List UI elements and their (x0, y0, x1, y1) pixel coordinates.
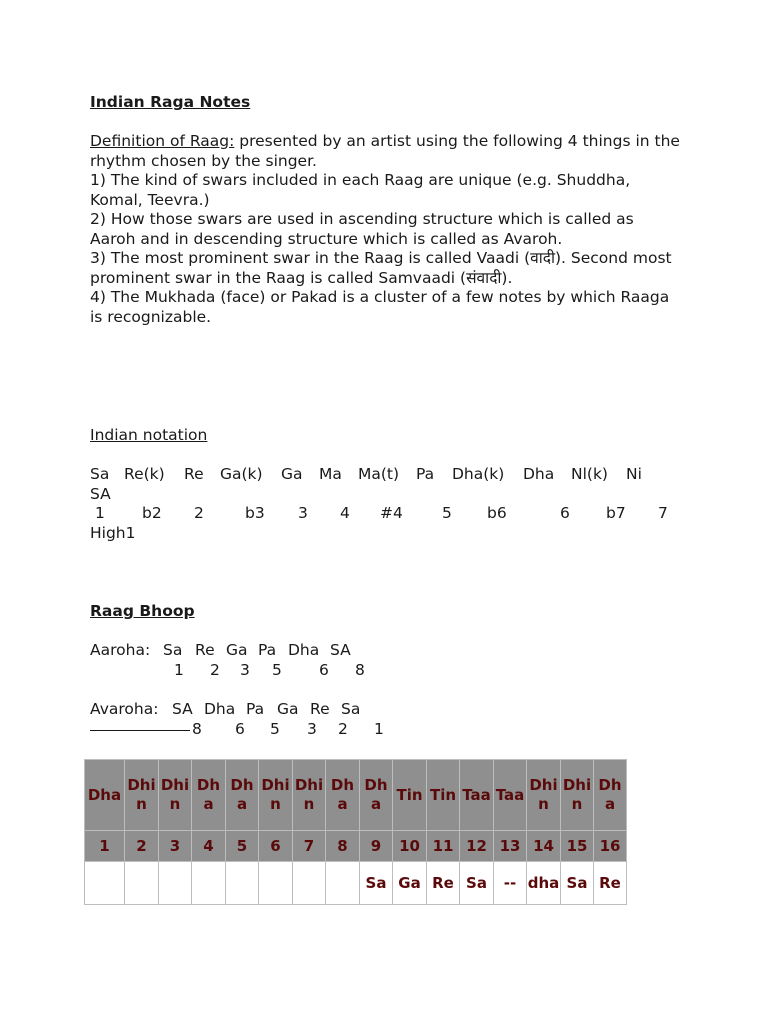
taal-swar-cell: Sa (561, 862, 594, 905)
note-name: Dha(k) (452, 465, 505, 483)
note-number: 7 (658, 504, 668, 522)
taal-syllable-cell: Dha (226, 760, 259, 831)
taal-swar-cell: Re (427, 862, 460, 905)
aaroha-notes-row (90, 641, 690, 661)
note-number: b2 (142, 504, 162, 522)
note-name: Ma (319, 465, 342, 483)
note-number: 3 (298, 504, 308, 522)
taal-swar-cell: Re (594, 862, 627, 905)
raag-heading: Raag Bhoop (90, 602, 195, 620)
avaroha-label: Avaroha: (90, 700, 159, 718)
note-number: #4 (380, 504, 403, 522)
taal-beat-cell: 4 (192, 831, 226, 862)
taal-syllable-cell: Dha (594, 760, 627, 831)
note-name: Sa (90, 465, 110, 483)
taal-beat-cell: 11 (427, 831, 460, 862)
taal-beat-cell: 1 (85, 831, 125, 862)
taal-swar-cell (226, 862, 259, 905)
note-number: b3 (245, 504, 265, 522)
definition-intro-text: presented by an artist using the following 4 things in the rhythm chosen by the singer. (90, 132, 680, 170)
page-title: Indian Raga Notes (90, 93, 251, 111)
avaroha-number: 6 (235, 719, 245, 738)
taal-syllable-cell: Dha (85, 760, 125, 831)
aaroha-number: 5 (272, 660, 282, 679)
taal-syllable-cell: Dhin (259, 760, 293, 831)
taal-beat-cell: 16 (594, 831, 627, 862)
aaroha-note: Dha (288, 641, 320, 659)
taal-swar-cell: Sa (460, 862, 494, 905)
taal-swar-cell (125, 862, 159, 905)
note-name: Ma(t) (358, 465, 400, 483)
taal-swar-cell: -- (494, 862, 527, 905)
avaroha-note: Dha (204, 700, 236, 718)
note-name: Ga(k) (220, 465, 263, 483)
taal-beat-cell: 15 (561, 831, 594, 862)
notation-numbers-row (90, 504, 690, 524)
notation-block (90, 465, 690, 543)
taal-beat-cell: 13 (494, 831, 527, 862)
avaroha-note: Ga (277, 700, 299, 718)
taal-syllable-cell: Dha (192, 760, 226, 831)
taal-beat-cell: 8 (326, 831, 360, 862)
aaroha-note: Sa (163, 641, 183, 659)
taal-syllable-row (85, 760, 627, 831)
notation-notes-row (90, 465, 690, 485)
aaroha-label: Aaroha: (90, 641, 151, 659)
high-number: High1 (90, 523, 136, 542)
taal-syllable-cell: Dha (326, 760, 360, 831)
taal-swar-cell (259, 862, 293, 905)
taal-syllable-cell: Taa (460, 760, 494, 831)
avaroha-number: 5 (270, 719, 280, 738)
notation-high-note-row (90, 485, 690, 505)
definition-point-3: 3) The most prominent swar in the Raag is called Vaadi (वादी). Second most prominent swar in the Raag is called Samvaadi (संवादी). (90, 249, 672, 287)
aaroha-number: 8 (355, 660, 365, 679)
avaroha-note: Sa (341, 700, 361, 718)
aaroha-number: 6 (319, 660, 329, 679)
taal-beat-cell: 3 (159, 831, 192, 862)
note-name: Ni (626, 465, 642, 483)
taal-beat-row (85, 831, 627, 862)
taal-beat-cell: 7 (293, 831, 326, 862)
note-number: 5 (442, 504, 452, 522)
avaroha-numbers-row (90, 720, 690, 740)
note-number: b6 (487, 504, 507, 522)
taal-swar-cell (326, 862, 360, 905)
taal-syllable-cell: Dhin (159, 760, 192, 831)
avaroha-number: 3 (307, 719, 317, 738)
avaroha-note: Re (310, 700, 330, 718)
avaroha-note: SA (172, 700, 193, 718)
note-name: Re (184, 465, 204, 483)
definition-point-1: 1) The kind of swars included in each Raag are unique (e.g. Shuddha, Komal, Teevra.) (90, 171, 631, 209)
taal-beat-cell: 10 (393, 831, 427, 862)
taal-swar-cell (159, 862, 192, 905)
taal-swar-cell: Sa (360, 862, 393, 905)
taal-syllable-cell: Tin (393, 760, 427, 831)
notation-heading: Indian notation (90, 426, 208, 444)
aaroha-note: Re (195, 641, 215, 659)
note-number: 6 (560, 504, 570, 522)
taal-beat-cell: 14 (527, 831, 561, 862)
taal-syllable-cell: Dhin (125, 760, 159, 831)
avaroha-block (90, 700, 690, 739)
definition-point-4: 4) The Mukhada (face) or Pakad is a cluster of a few notes by which Raaga is recognizable. (90, 288, 670, 326)
definition-block (90, 132, 680, 327)
aaroha-numbers-row (90, 661, 690, 681)
taal-syllable-cell: Dhin (293, 760, 326, 831)
taal-swar-cell (293, 862, 326, 905)
aaroha-note: Pa (258, 641, 277, 659)
taal-swar-cell: Ga (393, 862, 427, 905)
taal-beat-cell: 6 (259, 831, 293, 862)
avaroha-note: Pa (246, 700, 265, 718)
taal-syllable-cell: Taa (494, 760, 527, 831)
taal-beat-cell: 12 (460, 831, 494, 862)
note-name: Ga (281, 465, 303, 483)
taal-table (84, 759, 627, 905)
note-number: 2 (194, 504, 204, 522)
taal-syllable-cell: Dha (360, 760, 393, 831)
taal-beat-cell: 5 (226, 831, 259, 862)
taal-syllable-cell: Dhin (561, 760, 594, 831)
avaroha-number: 1 (374, 719, 384, 738)
high-note-name: SA (90, 484, 111, 503)
aaroha-note: Ga (226, 641, 248, 659)
avaroha-number: 8 (192, 719, 202, 738)
note-number: 1 (95, 504, 105, 522)
aaroha-block (90, 641, 690, 680)
aaroha-note: SA (330, 641, 351, 659)
taal-swar-cell: dha (527, 862, 561, 905)
aaroha-number: 2 (210, 660, 220, 679)
note-name: Dha (523, 465, 555, 483)
taal-swar-cell (85, 862, 125, 905)
notation-high-number-row (90, 524, 690, 544)
note-name: Re(k) (124, 465, 165, 483)
note-name: Pa (416, 465, 435, 483)
aaroha-number: 3 (240, 660, 250, 679)
taal-swar-cell (192, 862, 226, 905)
taal-swar-row (85, 862, 627, 905)
note-number: b7 (606, 504, 626, 522)
definition-intro (90, 132, 680, 171)
taal-syllable-cell: Dhin (527, 760, 561, 831)
definition-label: Definition of Raag: (90, 132, 235, 150)
definition-point-2: 2) How those swars are used in ascending structure which is called as Aaroh and in descending structure which is called as Avaroh. (90, 210, 634, 248)
note-name: Nl(k) (571, 465, 608, 483)
aaroha-number: 1 (174, 660, 184, 679)
avaroha-number: 2 (338, 719, 348, 738)
taal-beat-cell: 9 (360, 831, 393, 862)
note-number: 4 (340, 504, 350, 522)
taal-beat-cell: 2 (125, 831, 159, 862)
taal-syllable-cell: Tin (427, 760, 460, 831)
